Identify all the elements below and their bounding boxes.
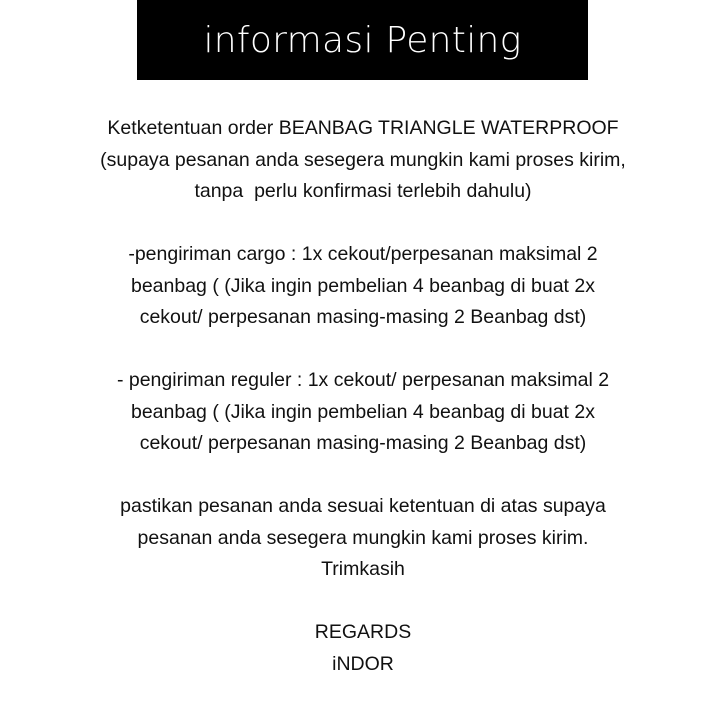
text-line: Trimkasih: [321, 558, 405, 580]
text-line: -pengiriman cargo : 1x cekout/perpesanan maksimal 2: [128, 243, 598, 265]
text-line: (supaya pesanan anda sesegera mungkin kami proses kirim,: [100, 148, 626, 171]
regular-shipping-paragraph: [40, 365, 686, 460]
title-banner: [137, 0, 588, 80]
text-line: cekout/ perpesanan masing-masing 2 Beanbag dst): [139, 432, 587, 454]
text-line: beanbag ( (Jika ingin pembelian 4 beanbag di buat 2x: [130, 400, 595, 423]
text-line: pesanan anda sesegera mungkin kami proses kirim.: [137, 526, 589, 549]
info-content: [40, 113, 686, 680]
text-line: cekout/ perpesanan masing-masing 2 Beanbag dst): [139, 306, 587, 328]
page-title: informasi Penting: [203, 19, 522, 61]
text-line: pastikan pesanan anda sesuai ketentuan di atas supaya: [120, 495, 606, 517]
cargo-shipping-paragraph: [40, 239, 686, 334]
text-line: iNDOR: [332, 652, 394, 675]
text-line: beanbag ( (Jika ingin pembelian 4 beanbag di buat 2x: [130, 274, 595, 297]
text-line: - pengiriman reguler : 1x cekout/ perpesanan maksimal 2: [116, 369, 610, 391]
order-terms-paragraph: [40, 113, 686, 208]
text-line: Ketketentuan order BEANBAG TRIANGLE WATERPROOF: [107, 117, 619, 139]
closing-paragraph: [40, 491, 686, 586]
signature-paragraph: [40, 617, 686, 680]
text-line: tanpa perlu konfirmasi terlebih dahulu): [194, 180, 532, 202]
text-line: REGARDS: [314, 621, 412, 643]
